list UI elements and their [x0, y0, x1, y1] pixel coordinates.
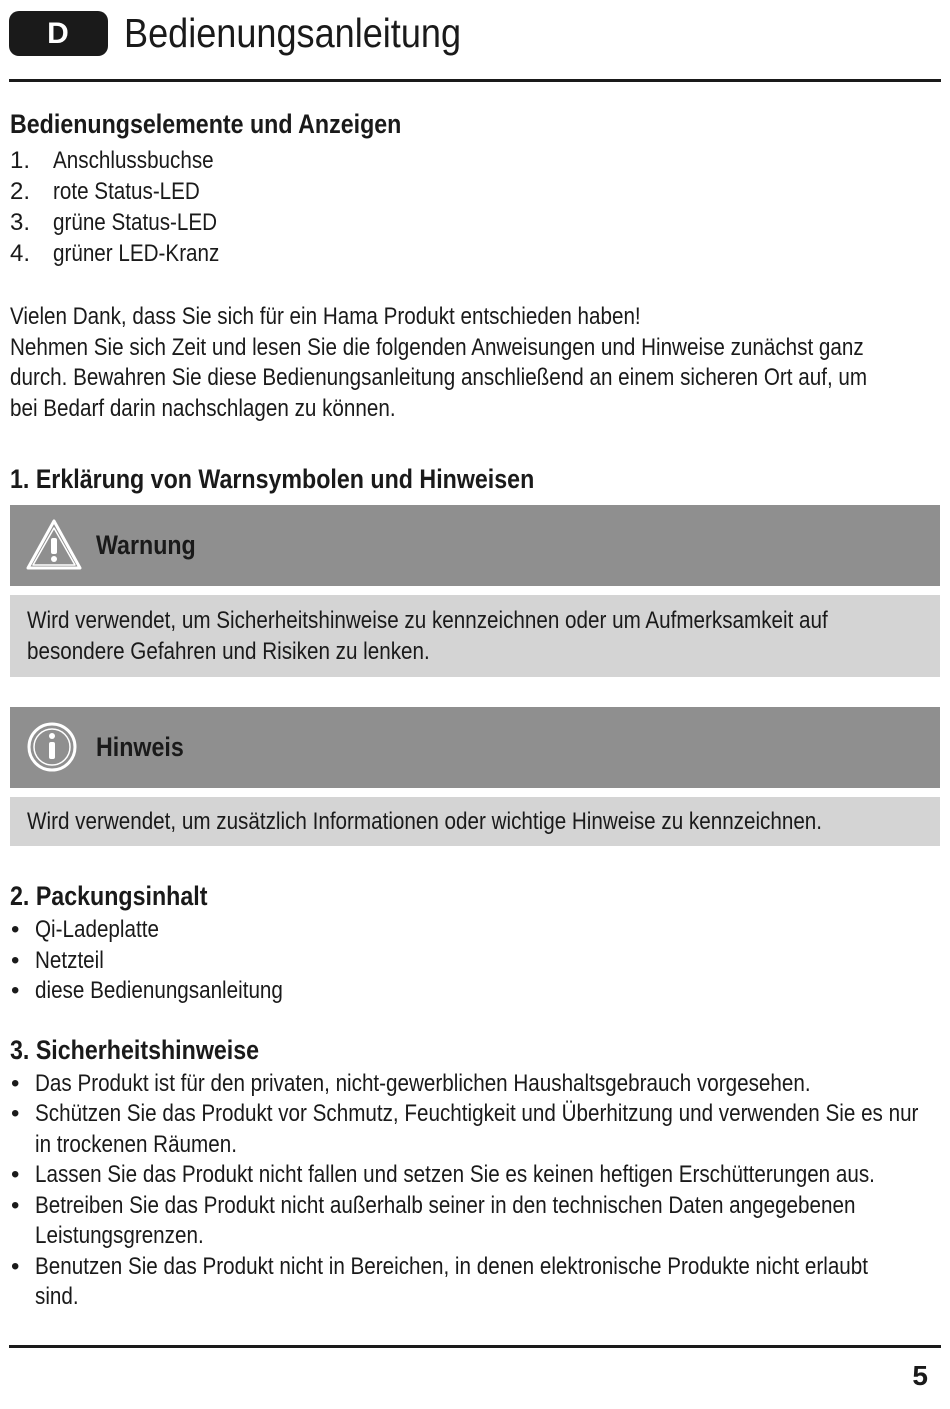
warning-triangle-icon — [25, 518, 83, 572]
note-description — [10, 797, 940, 846]
safety-line: Leistungsgrenzen. — [35, 1222, 204, 1249]
safety-line: • Benutzen Sie das Produkt nicht in Bereichen, in denen elektronische Produkte nicht erlaubt — [35, 1252, 869, 1280]
warning-box — [10, 505, 940, 677]
controls-section — [10, 105, 940, 269]
intro-text — [10, 302, 940, 424]
safety-line: • Schützen Sie das Produkt vor Schmutz, Feuchtigkeit und Überhitzung und verwenden Sie es nur — [35, 1100, 919, 1127]
package-list — [10, 915, 940, 1007]
safety-line: • Betreiben Sie das Produkt nicht außerhalb seiner in den technischen Daten angegebenen — [35, 1191, 856, 1219]
page-content — [10, 105, 940, 1313]
warnings-section — [10, 460, 940, 846]
document-title: Bedienungsanleitung — [124, 10, 462, 56]
warning-description — [10, 595, 940, 677]
list-item — [10, 915, 940, 946]
package-section — [10, 877, 940, 1007]
package-item: • Netzteil — [35, 946, 104, 974]
safety-line: in trockenen Räumen. — [35, 1130, 237, 1158]
language-badge: D — [9, 11, 108, 56]
safety-line: sind. — [35, 1283, 79, 1310]
section2-heading: 2. Packungsinhalt — [10, 881, 208, 911]
section3-heading: 3. Sicherheitshinweise — [10, 1034, 260, 1065]
info-circle-icon — [25, 720, 83, 774]
item-label: grüne Status-LED — [53, 209, 218, 236]
list-item — [10, 976, 940, 1007]
safety-line: • Lassen Sie das Produkt nicht fallen und setzen Sie es keinen heftigen Erschütterungen aus. — [35, 1161, 875, 1188]
list-item — [10, 1069, 940, 1100]
intro-line: bei Bedarf darin nachschlagen zu können. — [10, 394, 396, 422]
package-item: • Qi-Ladeplatte — [35, 916, 159, 943]
list-item — [10, 946, 940, 977]
list-item — [10, 1191, 940, 1252]
item-label: rote Status-LED — [53, 178, 200, 205]
list-item — [10, 238, 940, 269]
item-number: 3. — [10, 209, 31, 236]
warning-header — [10, 505, 940, 586]
item-label: grüner LED-Kranz — [53, 240, 220, 267]
footer-divider — [9, 1345, 941, 1348]
intro-line: Vielen Dank, dass Sie sich für ein Hama Produkt entschieden haben! — [10, 303, 641, 330]
page-header — [9, 8, 941, 82]
note-header — [10, 707, 940, 788]
list-item — [10, 176, 940, 207]
safety-list — [10, 1069, 940, 1313]
controls-list — [10, 145, 940, 269]
controls-heading: Bedienungselemente und Anzeigen — [10, 109, 402, 139]
page-number: 5 — [912, 1360, 928, 1391]
warning-line: besondere Gefahren und Risiken zu lenken. — [27, 638, 430, 665]
item-number: 1. — [10, 147, 31, 174]
intro-line: durch. Bewahren Sie diese Bedienungsanleitung anschließend an einem sicheren Ort auf, um — [10, 364, 868, 391]
list-item — [10, 207, 940, 238]
note-label: Hinweis — [96, 732, 184, 762]
list-item — [10, 145, 940, 176]
list-item — [10, 1252, 940, 1313]
note-line: Wird verwendet, um zusätzlich Informationen oder wichtige Hinweise zu kennzeichnen. — [27, 808, 823, 835]
item-number: 2. — [10, 178, 31, 205]
note-box — [10, 707, 940, 846]
list-item — [10, 1099, 940, 1160]
warning-label: Warnung — [96, 530, 196, 560]
safety-section — [10, 1031, 940, 1313]
list-item — [10, 1160, 940, 1191]
warning-line: Wird verwendet, um Sicherheitshinweise zu kennzeichnen oder um Aufmerksamkeit auf — [27, 607, 828, 634]
intro-line: Nehmen Sie sich Zeit und lesen Sie die folgenden Anweisungen und Hinweise zunächst ganz — [10, 333, 864, 361]
safety-line: • Das Produkt ist für den privaten, nicht-gewerblichen Haushaltsgebrauch vorgesehen. — [35, 1069, 811, 1097]
item-number: 4. — [10, 240, 31, 267]
section1-heading: 1. Erklärung von Warnsymbolen und Hinweisen — [10, 464, 535, 494]
package-item: • diese Bedienungsanleitung — [35, 977, 283, 1004]
item-label: Anschlussbuchse — [53, 147, 214, 174]
